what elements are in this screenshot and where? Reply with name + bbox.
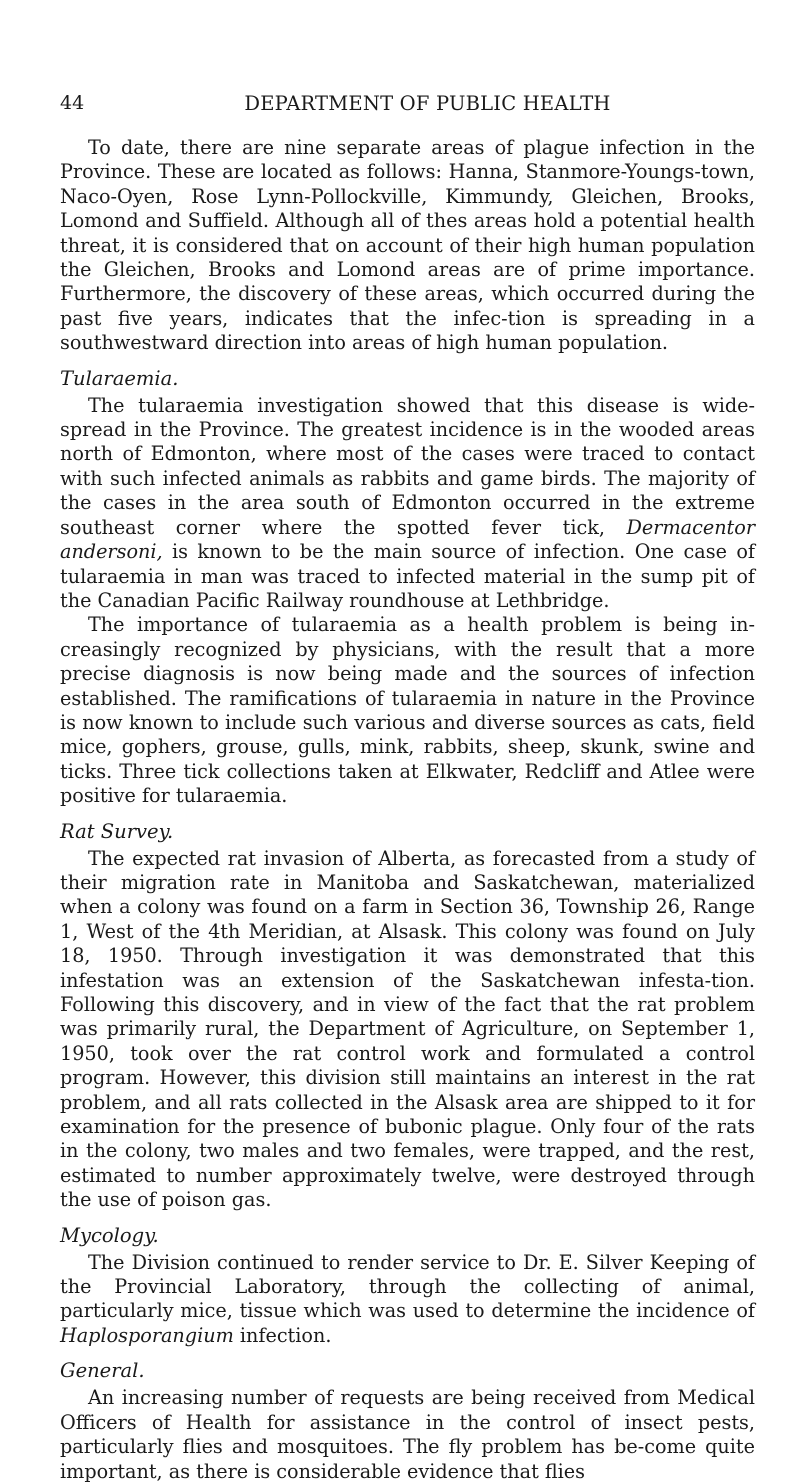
tularaemia-paragraph-2: The importance of tularaemia as a health problem is being in-creasingly recognized by physicians, with the result that a more precise diagnosis is now being made and the sources of infection established. The ramifications of tularaemia in nature in the Province is now known to include such various and diverse sources as cats, field mice, gophers, grouse, gulls, mink, rabbits, sheep, skunk, swine and ticks. Three tick collections taken at Elkwater, Redcliff and Atlee were positive for tularaemia. — [60, 613, 755, 808]
intro-paragraph: To date, there are nine separate areas of plague infection in the Province. These are located as follows: Hanna, Stanmore-Youngs-town, Naco-Oyen, Rose Lynn-Pollockville, Kimmundy, Gleichen, Brooks, Lomond and Suffield. Although all of thes areas hold a potential health threat, it is considered that on account of their high human population the Gleichen, Brooks and Lomond areas are of prime importance. Furthermore, the discovery of these areas, which occurred during the past five years, indicates that the infec-tion is spreading in a southwestward direction into areas of high human population. — [60, 136, 755, 355]
mycology-text-b: infection. — [233, 1323, 332, 1347]
rat-survey-paragraph: The expected rat invasion of Alberta, as forecasted from a study of their migration rate in Manitoba and Saskatchewan, materialized when a colony was found on a farm in Section 36, Township 26, Range 1, West of the 4th Meridian, at Alsask. This colony was found on July 18, 1950. Through investigation it was demonstrated that this infestation was an extension of the Saskatchewan infesta-tion. Following this discovery, and in view of the fact that the rat problem was primarily rural, the Department of Agriculture, on September 1, 1950, took over the rat control work and formulated a control program. However, this division still maintains an interest in the rat problem, and all rats collected in the Alsask area are shipped to it for examination for the presence of bubonic plague. Only four of the rats in the colony, two males and two females, were trapped, and the rest, estimated to number approximately twelve, were destroyed through the use of poison gas. — [60, 846, 755, 1212]
mycology-text-a: The Division continued to render service to Dr. E. Silver Keeping of the Provincial Laboratory, through the collecting of animal, particularly mice, tissue which was used to determine the incidence of — [60, 1250, 755, 1323]
page-number: 44 — [60, 92, 85, 114]
page-header — [60, 92, 755, 122]
tularaemia-heading: Tularaemia. — [60, 366, 179, 390]
general-heading: General. — [60, 1359, 145, 1383]
rat-survey-heading: Rat Survey. — [60, 819, 174, 843]
running-head: DEPARTMENT OF PUBLIC HEALTH — [244, 92, 611, 115]
general-paragraph: An increasing number of requests are being received from Medical Officers of Health for assistance in the control of insect pests, particularly flies and mosquitoes. The fly problem has be-come quite important, as there is considerable evidence that flies — [60, 1386, 755, 1483]
mycology-genus: Haplosporangium — [60, 1323, 234, 1347]
tularaemia-p1-species: Dermacentor andersoni, — [60, 515, 755, 564]
tularaemia-p1-text-b: is known to be the main source of infection. One case of tularaemia in man was traced to infected material in the sump pit of the Canadian Pacific Railway roundhouse at Lethbridge. — [60, 540, 755, 612]
document-page — [60, 92, 755, 1484]
mycology-paragraph — [60, 1251, 755, 1349]
tularaemia-p1-text-a: The tularaemia investigation showed that this disease is wide-spread in the Province. The greatest incidence is in the wooded areas north of Edmonton, where most of the cases were traced to contact with such infected animals as rabbits and game birds. The majority of the cases in the area south of Edmonton occurred in the extreme southeast corner where the spotted fever tick, — [60, 393, 755, 539]
tularaemia-paragraph-1 — [60, 394, 755, 614]
mycology-heading: Mycology. — [60, 1223, 159, 1247]
